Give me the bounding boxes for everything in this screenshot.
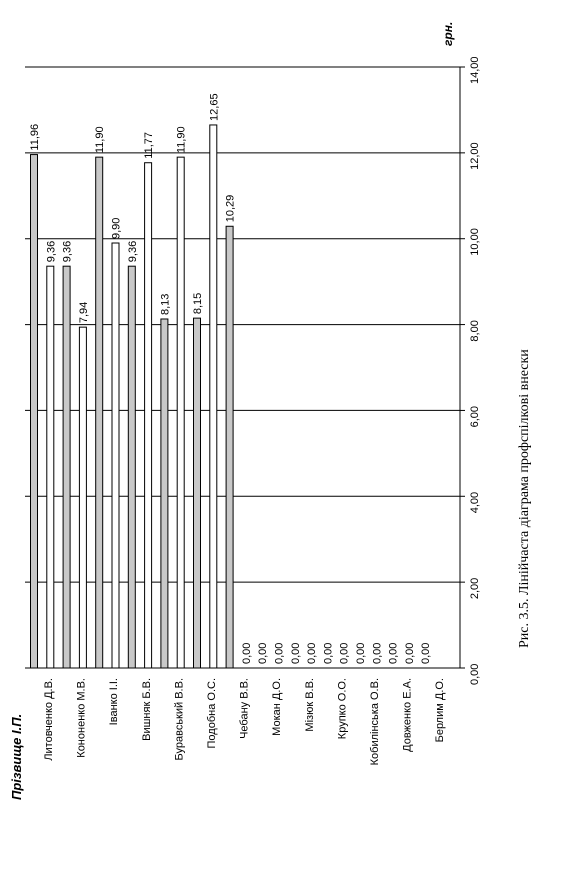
bar — [79, 327, 86, 668]
data-label: 0,00 — [240, 642, 253, 664]
data-label: 0,00 — [355, 642, 367, 664]
category-label: Вишняк Б.В. — [140, 678, 153, 741]
category-label: Кононенко М.В. — [75, 678, 88, 758]
value-axis-title: грн. — [441, 21, 455, 46]
bar — [145, 163, 152, 668]
data-label: 9,36 — [126, 240, 139, 263]
data-label: 9,36 — [45, 240, 58, 263]
category-label: Мізюк В.В. — [303, 678, 316, 732]
category-label: Крупко О.О. — [336, 678, 349, 740]
bar — [226, 226, 233, 668]
category-label: Кобилінська О.В. — [369, 678, 381, 766]
data-label: 9,90 — [110, 217, 123, 240]
category-label: Буравський В.В. — [173, 678, 186, 761]
data-label: 11,90 — [175, 126, 188, 154]
bar — [128, 266, 135, 668]
bar — [194, 318, 201, 668]
bars — [31, 125, 234, 668]
value-tick-label: 12,00 — [469, 142, 481, 170]
data-label: 0,00 — [371, 642, 384, 664]
data-label: 7,94 — [77, 301, 90, 324]
data-label: 12,65 — [208, 93, 221, 121]
value-tick-labels — [469, 56, 481, 685]
data-label: 0,00 — [289, 642, 302, 664]
data-label: 11,90 — [94, 126, 107, 154]
category-label: Литовченко Д.В. — [43, 678, 55, 761]
data-label: 0,00 — [387, 642, 400, 664]
bar — [161, 319, 168, 668]
category-label: Довженко Е.А. — [401, 678, 414, 752]
data-label: 11,77 — [143, 132, 156, 159]
value-tick-label: 8,00 — [469, 320, 481, 342]
bar — [96, 157, 103, 668]
data-label: 0,00 — [322, 642, 335, 664]
category-label: Іванко І.І. — [108, 678, 121, 726]
bar — [63, 266, 70, 668]
data-label: 0,00 — [306, 642, 319, 664]
bar — [210, 125, 217, 668]
value-tick-label: 2,00 — [469, 577, 481, 600]
bar — [31, 155, 38, 668]
category-label: Берлим Д.О. — [434, 678, 447, 743]
bar — [177, 157, 184, 668]
category-label: Чебану В.В. — [238, 678, 251, 739]
category-labels — [43, 678, 446, 765]
value-tick-label: 4,00 — [469, 491, 481, 514]
data-label: 8,13 — [159, 293, 172, 315]
value-tick-label: 6,00 — [469, 406, 481, 428]
chart-caption: Рис. 3.5. Лінійчаста діаграма профспілкові внески — [517, 349, 532, 648]
data-label: 8,15 — [192, 292, 204, 315]
category-label: Мокан Д.О. — [271, 678, 284, 736]
data-label: 0,00 — [403, 642, 416, 664]
value-tick-label: 0,00 — [469, 663, 481, 685]
value-tick-label: 14,00 — [469, 56, 481, 84]
data-label: 0,00 — [257, 642, 270, 664]
data-label: 9,36 — [61, 240, 74, 263]
data-label: 10,29 — [224, 194, 237, 223]
bar — [47, 266, 54, 668]
data-label: 0,00 — [420, 642, 433, 664]
grid-lines — [25, 67, 465, 668]
category-label: Подобна О.С. — [206, 678, 218, 749]
value-tick-label: 10,00 — [469, 228, 481, 256]
category-axis-title: Прізвище І.П. — [9, 713, 24, 800]
data-label: 11,96 — [29, 123, 41, 151]
data-label: 0,00 — [273, 642, 286, 664]
data-label: 0,00 — [338, 642, 351, 664]
bar — [112, 243, 119, 668]
